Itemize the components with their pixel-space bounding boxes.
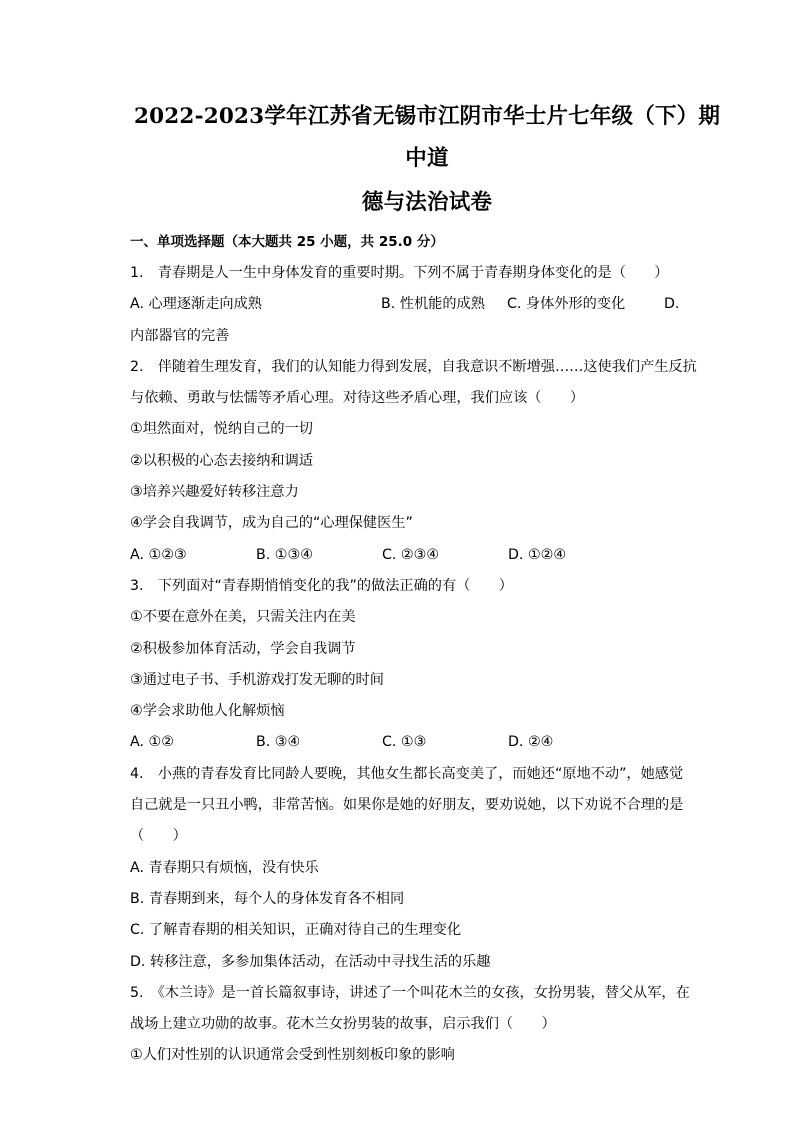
option-b: B. ①③④ bbox=[256, 546, 313, 563]
question-5 bbox=[130, 978, 694, 1072]
options-row bbox=[130, 289, 694, 320]
statement-1: ①坦然面对，悦纳自己的一切 bbox=[130, 421, 313, 438]
section-heading: 一、单项选择题（本大题共 25 小题，共 25.0 分） bbox=[130, 234, 444, 250]
question-stem: 2. 伴随着生理发育，我们的认知能力得到发展，自我意识不断增强……这使我们产生反抗 bbox=[130, 358, 697, 375]
option-a: A. ①②③ bbox=[130, 546, 187, 563]
option-b: B. 性机能的成熟 bbox=[381, 296, 485, 313]
option-c: C. ①③ bbox=[382, 734, 427, 751]
options-row bbox=[130, 540, 694, 571]
option-b: B. 青春期到来，每个人的身体发育各不相同 bbox=[130, 890, 405, 907]
question-stem: 4. 小燕的青春发育比同龄人要晚，其他女生都长高变美了，而她还“原地不动”，她感觉 bbox=[130, 765, 684, 782]
option-d: D. bbox=[664, 296, 680, 313]
question-stem-continued: 战场上建立功勋的故事。花木兰女扮男装的故事，启示我们（ ） bbox=[130, 1016, 556, 1033]
option-a: A. 青春期只有烦恼，没有快乐 bbox=[130, 859, 319, 876]
statement-1: ①人们对性别的认识通常会受到性别刻板印象的影响 bbox=[130, 1047, 455, 1064]
option-c: C. 身体外形的变化 bbox=[507, 296, 626, 313]
option-c: C. 了解青春期的相关知识，正确对待自己的生理变化 bbox=[130, 922, 462, 939]
option-d: D. ①②④ bbox=[508, 546, 567, 563]
statement-2: ②积极参加体育活动，学会自我调节 bbox=[130, 640, 356, 657]
option-c: C. ②③④ bbox=[382, 546, 440, 563]
question-1 bbox=[130, 258, 694, 352]
option-d: D. ②④ bbox=[508, 734, 554, 751]
option-b: B. ③④ bbox=[256, 734, 301, 751]
statement-4: ④学会求助他人化解烦恼 bbox=[130, 703, 285, 720]
statement-3: ③通过电子书、手机游戏打发无聊的时间 bbox=[130, 671, 384, 688]
question-3 bbox=[130, 571, 694, 759]
statement-3: ③培养兴趣爱好转移注意力 bbox=[130, 484, 299, 501]
question-4 bbox=[130, 759, 694, 978]
exam-title bbox=[130, 96, 724, 224]
options-row bbox=[130, 727, 694, 758]
exam-title-line1: 2022-2023学年江苏省无锡市江阴市华士片七年级（下）期中道 bbox=[133, 104, 721, 171]
option-d-continued: 内部器官的完善 bbox=[130, 327, 230, 344]
exam-title-line2: 德与法治试卷 bbox=[361, 190, 493, 215]
question-2 bbox=[130, 352, 697, 571]
question-stem-continued: 与依赖、勇敢与怯懦等矛盾心理。对待这些矛盾心理，我们应该（ ） bbox=[130, 390, 585, 407]
statement-2: ②以积极的心态去接纳和调适 bbox=[130, 452, 313, 469]
option-a: A. 心理逐渐走向成熟 bbox=[130, 296, 262, 313]
question-stem-continued: 自己就是一只丑小鸭，非常苦恼。如果你是她的好朋友，要劝说她，以下劝说不合理的是 bbox=[130, 797, 684, 814]
question-stem: 1. 青春期是人一生中身体发育的重要时期。下列不属于青春期身体变化的是（ ） bbox=[130, 265, 669, 281]
statement-1: ①不要在意外在美，只需关注内在美 bbox=[130, 609, 356, 626]
question-stem: 5. 《木兰诗》是一首长篇叙事诗，讲述了一个叫花木兰的女孩，女扮男装，替父从军，在 bbox=[130, 984, 690, 1001]
question-stem: 3. 下列面对“青春期悄悄变化的我”的做法正确的有（ ） bbox=[130, 577, 513, 594]
option-d: D. 转移注意，多参加集体活动，在活动中寻找生活的乐趣 bbox=[130, 953, 491, 970]
answer-brackets: （ ） bbox=[130, 828, 187, 845]
option-a: A. ①② bbox=[130, 734, 174, 751]
statement-4: ④学会自我调节，成为自己的“心理保健医生” bbox=[130, 515, 413, 532]
